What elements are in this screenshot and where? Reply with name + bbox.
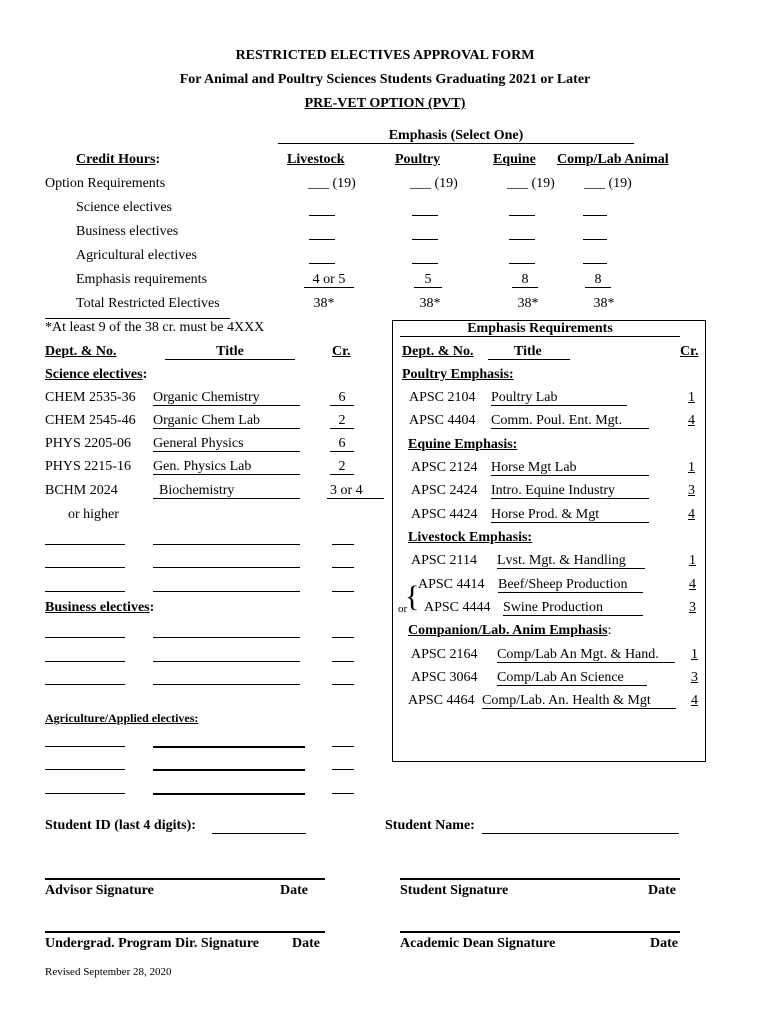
agri-blank-title[interactable] <box>153 793 305 795</box>
science-row-title: Organic Chemistry <box>153 390 300 406</box>
emphasis-course-cr: 4 <box>689 577 696 592</box>
box-col-title: Title <box>488 344 570 360</box>
emphasis-course-dept: APSC 4444 <box>424 600 491 615</box>
business-poultry-blank[interactable] <box>412 239 438 240</box>
emphasis-course-dept: APSC 2104 <box>409 390 476 405</box>
or-higher-note: or higher <box>68 507 119 522</box>
form-subtitle: For Animal and Poultry Sciences Students Graduating 2021 or Later <box>179 72 591 87</box>
science-blank-title[interactable] <box>153 544 300 545</box>
business-blank-dept[interactable] <box>45 684 125 685</box>
program-dir-signature-line[interactable] <box>45 931 325 933</box>
emphasis-course-dept: APSC 3064 <box>411 670 478 685</box>
agri-blank-cr[interactable] <box>332 793 354 794</box>
science-electives-heading: Science electives: <box>45 367 148 382</box>
science-row-cr: 6 <box>330 390 354 406</box>
science-blank-dept[interactable] <box>45 544 125 545</box>
agri-blank-title[interactable] <box>153 746 305 748</box>
student-id-label: Student ID (last 4 digits): <box>45 818 196 833</box>
emphasis-course-cr: 3 <box>688 483 695 498</box>
business-equine-blank[interactable] <box>509 239 535 240</box>
emphasis-course-title: Beef/Sheep Production <box>498 577 643 593</box>
emphasis-course-title: Comp/Lab An Mgt. & Hand. <box>497 647 675 663</box>
emphasis-course-dept: APSC 4414 <box>418 577 485 592</box>
emphasis-course-title: Swine Production <box>503 600 643 616</box>
emphasis-course-dept: APSC 4404 <box>409 413 476 428</box>
student-signature-label: Student Signature <box>400 883 509 898</box>
emphasis-livestock-value: 4 or 5 <box>304 272 354 288</box>
emphasis-course-dept: APSC 2124 <box>411 460 478 475</box>
science-blank-dept[interactable] <box>45 567 125 568</box>
emphasis-course-title: Comm. Poul. Ent. Mgt. <box>491 413 649 429</box>
left-col-cr: Cr. <box>332 344 351 359</box>
business-blank-cr[interactable] <box>332 637 354 638</box>
credit-hours-label: Credit Hours: <box>76 152 161 167</box>
science-row-title: Biochemistry <box>153 483 300 499</box>
agri-comp-lab-blank[interactable] <box>583 263 607 264</box>
student-name-label: Student Name: <box>385 818 475 833</box>
advisor-date-label: Date <box>280 883 308 898</box>
science-blank-cr[interactable] <box>332 544 354 545</box>
col-comp-lab: Comp/Lab Animal <box>557 152 669 167</box>
business-electives-heading: Business electives: <box>45 600 155 615</box>
agri-blank-cr[interactable] <box>332 746 354 747</box>
total-comp-lab-value: 38* <box>593 296 615 311</box>
emphasis-course-cr: 1 <box>689 553 696 568</box>
row-total-restricted: Total Restricted Electives <box>76 296 220 311</box>
emphasis-course-cr: 4 <box>688 413 695 428</box>
business-blank-dept[interactable] <box>45 661 125 662</box>
science-row-title: Organic Chem Lab <box>153 413 300 429</box>
student-id-field[interactable] <box>212 833 306 834</box>
left-col-title: Title <box>165 344 295 360</box>
emphasis-course-title: Lvst. Mgt. & Handling <box>497 553 645 569</box>
agri-blank-title[interactable] <box>153 769 305 771</box>
emphasis-course-title: Comp/Lab. An. Health & Mgt <box>482 693 676 709</box>
agri-poultry-blank[interactable] <box>412 263 438 264</box>
science-poultry-blank[interactable] <box>412 215 438 216</box>
emphasis-poultry-value: 5 <box>414 272 442 288</box>
business-blank-cr[interactable] <box>332 661 354 662</box>
dean-signature-label: Academic Dean Signature <box>400 936 556 951</box>
science-livestock-blank[interactable] <box>309 215 335 216</box>
agri-blank-dept[interactable] <box>45 793 125 794</box>
science-row-dept: CHEM 2545-46 <box>45 413 136 428</box>
row-business-electives: Business electives <box>76 224 179 239</box>
emphasis-box-heading: Emphasis Requirements <box>400 321 680 337</box>
emphasis-course-dept: APSC 2164 <box>411 647 478 662</box>
box-col-dept: Dept. & No. <box>402 344 474 359</box>
total-equine-value: 38* <box>517 296 539 311</box>
option-req-equine[interactable]: ___ (19) <box>507 176 555 191</box>
emphasis-select-label: Emphasis (Select One) <box>278 128 634 144</box>
program-dir-date-label: Date <box>292 936 320 951</box>
col-livestock: Livestock <box>287 152 345 167</box>
option-req-comp-lab[interactable]: ___ (19) <box>584 176 632 191</box>
science-row-title: General Physics <box>153 436 300 452</box>
science-row-cr: 6 <box>330 436 354 452</box>
science-blank-title[interactable] <box>153 567 300 568</box>
emphasis-course-dept: APSC 4464 <box>408 693 475 708</box>
business-blank-title[interactable] <box>153 661 300 662</box>
science-row-dept: PHYS 2215-16 <box>45 459 131 474</box>
poultry-emphasis-heading: Poultry Emphasis: <box>402 367 514 382</box>
science-row-cr: 2 <box>330 459 354 475</box>
or-brace-icon: { <box>405 580 420 613</box>
footnote-4xxx: *At least 9 of the 38 cr. must be 4XXX <box>45 320 265 335</box>
program-dir-signature-label: Undergrad. Program Dir. Signature <box>45 936 260 951</box>
student-name-field[interactable] <box>482 833 679 834</box>
equine-emphasis-heading: Equine Emphasis: <box>408 437 518 452</box>
emphasis-course-title: Intro. Equine Industry <box>491 483 649 499</box>
science-comp-lab-blank[interactable] <box>583 215 607 216</box>
dean-date-label: Date <box>650 936 678 951</box>
emphasis-course-title: Poultry Lab <box>491 390 627 406</box>
science-blank-cr[interactable] <box>332 567 354 568</box>
row-emphasis-requirements: Emphasis requirements <box>76 272 208 287</box>
option-req-livestock[interactable]: ___ (19) <box>308 176 356 191</box>
row-agricultural-electives: Agricultural electives <box>76 248 197 263</box>
business-blank-title[interactable] <box>153 684 300 685</box>
emphasis-equine-value: 8 <box>512 272 538 288</box>
science-row-cr: 3 or 4 <box>327 483 384 499</box>
advisor-signature-line[interactable] <box>45 878 325 880</box>
total-divider <box>45 318 230 319</box>
emphasis-course-dept: APSC 4424 <box>411 507 478 522</box>
emphasis-course-cr: 3 <box>691 670 698 685</box>
emphasis-course-title: Horse Mgt Lab <box>491 460 649 476</box>
row-option-requirements: Option Requirements <box>45 176 166 191</box>
science-equine-blank[interactable] <box>509 215 535 216</box>
emphasis-course-cr: 4 <box>688 507 695 522</box>
business-blank-cr[interactable] <box>332 684 354 685</box>
student-signature-line[interactable] <box>400 878 680 880</box>
livestock-emphasis-heading: Livestock Emphasis: <box>408 530 533 545</box>
emphasis-course-cr: 4 <box>691 693 698 708</box>
emphasis-course-title: Comp/Lab An Science <box>497 670 647 686</box>
emphasis-course-cr: 1 <box>688 460 695 475</box>
emphasis-course-dept: APSC 2114 <box>411 553 478 568</box>
science-blank-cr[interactable] <box>332 591 354 592</box>
science-row-dept: PHYS 2205-06 <box>45 436 131 451</box>
emphasis-course-dept: APSC 2424 <box>411 483 478 498</box>
form-title: RESTRICTED ELECTIVES APPROVAL FORM <box>235 48 535 63</box>
option-req-poultry[interactable]: ___ (19) <box>410 176 458 191</box>
dean-signature-line[interactable] <box>400 931 680 933</box>
agri-blank-dept[interactable] <box>45 769 125 770</box>
science-row-dept: CHEM 2535-36 <box>45 390 136 405</box>
row-science-electives: Science electives <box>76 200 173 215</box>
business-livestock-blank[interactable] <box>309 239 335 240</box>
comp-lab-emphasis-heading: Companion/Lab. Anim Emphasis: <box>408 623 612 638</box>
or-label: or <box>398 603 408 615</box>
business-comp-lab-blank[interactable] <box>583 239 607 240</box>
box-col-cr: Cr. <box>680 344 699 359</box>
agri-blank-dept[interactable] <box>45 746 125 747</box>
science-row-title: Gen. Physics Lab <box>153 459 300 475</box>
total-livestock-value: 38* <box>313 296 335 311</box>
total-poultry-value: 38* <box>419 296 441 311</box>
left-col-dept: Dept. & No. <box>45 344 117 359</box>
science-row-dept: BCHM 2024 <box>45 483 118 498</box>
col-equine: Equine <box>493 152 536 167</box>
business-blank-title[interactable] <box>153 637 300 638</box>
student-date-label: Date <box>648 883 676 898</box>
business-blank-dept[interactable] <box>45 637 125 638</box>
emphasis-course-title: Horse Prod. & Mgt <box>491 507 649 523</box>
emphasis-comp-lab-value: 8 <box>585 272 611 288</box>
advisor-signature-label: Advisor Signature <box>45 883 154 898</box>
emphasis-course-cr: 1 <box>691 647 698 662</box>
option-title: PRE-VET OPTION (PVT) <box>304 96 466 111</box>
agri-blank-cr[interactable] <box>332 769 354 770</box>
science-blank-title[interactable] <box>153 591 300 592</box>
emphasis-course-cr: 1 <box>688 390 695 405</box>
emphasis-course-cr: 3 <box>689 600 696 615</box>
agri-equine-blank[interactable] <box>509 263 535 264</box>
agri-electives-heading: Agriculture/Applied electives: <box>45 711 199 725</box>
revised-date: Revised September 28, 2020 <box>45 966 172 978</box>
science-row-cr: 2 <box>330 413 354 429</box>
science-blank-dept[interactable] <box>45 591 125 592</box>
agri-livestock-blank[interactable] <box>309 263 335 264</box>
col-poultry: Poultry <box>395 152 441 167</box>
